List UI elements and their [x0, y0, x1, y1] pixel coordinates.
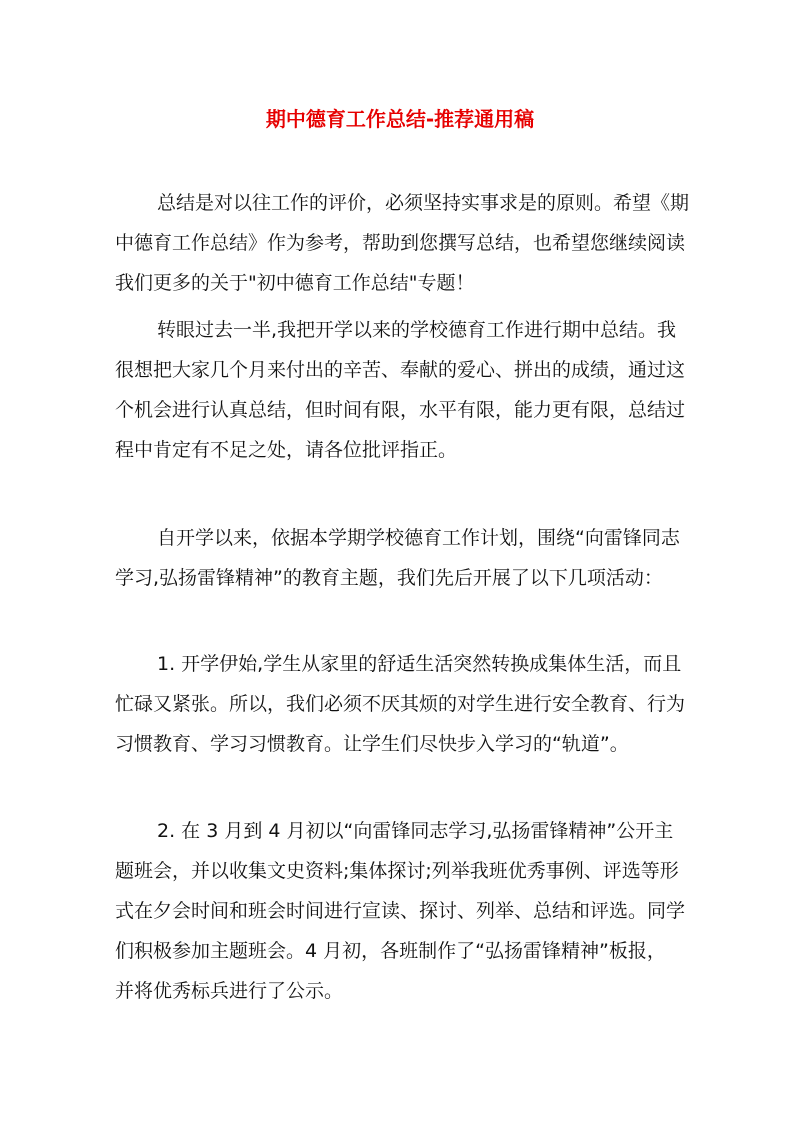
paragraph-item-1: [115, 644, 685, 764]
paragraph-line: 程中肯定有不足之处，请各位批评指正。: [115, 439, 458, 461]
paragraph-plan: [115, 518, 680, 598]
paragraph-line: 2. 在 3 月到 4 月初以“向雷锋同志学习,弘扬雷锋精神”公开主: [157, 820, 674, 842]
paragraph-intro: [115, 183, 689, 303]
paragraph-line: 忙碌又紧张。所以，我们必须不厌其烦的对学生进行安全教育、行为: [115, 693, 686, 715]
paragraph-line: 自开学以来，依据本学期学校德育工作计划，围绕“向雷锋同志: [157, 527, 680, 549]
paragraph-line: 并将优秀标兵进行了公示。: [115, 980, 344, 1002]
paragraph-line: 个机会进行认真总结，但时间有限，水平有限，能力更有限，总结过: [115, 399, 686, 421]
paragraph-line: 1. 开学伊始,学生从家里的舒适生活突然转换成集体生活，而且: [157, 653, 682, 675]
paragraph-opening: [115, 310, 685, 470]
paragraph-item-2: [115, 811, 685, 1011]
paragraph-line: 习惯教育、学习习惯教育。让学生们尽快步入学习的“轨道”。: [115, 733, 629, 755]
paragraph-line: 学习,弘扬雷锋精神”的教育主题，我们先后开展了以下几项活动：: [115, 567, 663, 589]
paragraph-line: 们积极参加主题班会。4 月初，各班制作了“弘扬雷锋精神”板报，: [115, 940, 666, 962]
paragraph-line: 中德育工作总结》作为参考，帮助到您撰写总结，也希望您继续阅读: [115, 232, 686, 254]
paragraph-line: 转眼过去一半,我把开学以来的学校德育工作进行期中总结。我: [157, 319, 677, 341]
paragraph-line: 我们更多的关于"初中德育工作总结"专题！: [115, 272, 475, 294]
paragraph-line: 题班会，并以收集文史资料;集体探讨;列举我班优秀事例、评选等形: [115, 860, 679, 882]
paragraph-line: 很想把大家几个月来付出的辛苦、奉献的爱心、拼出的成绩，通过这: [115, 359, 686, 381]
document-title: 期中德育工作总结-推荐通用稿: [265, 107, 535, 131]
paragraph-line: 式在夕会时间和班会时间进行宣读、探讨、列举、总结和评选。同学: [115, 900, 686, 922]
paragraph-line: 总结是对以往工作的评价，必须坚持实事求是的原则。希望《期: [157, 192, 690, 214]
